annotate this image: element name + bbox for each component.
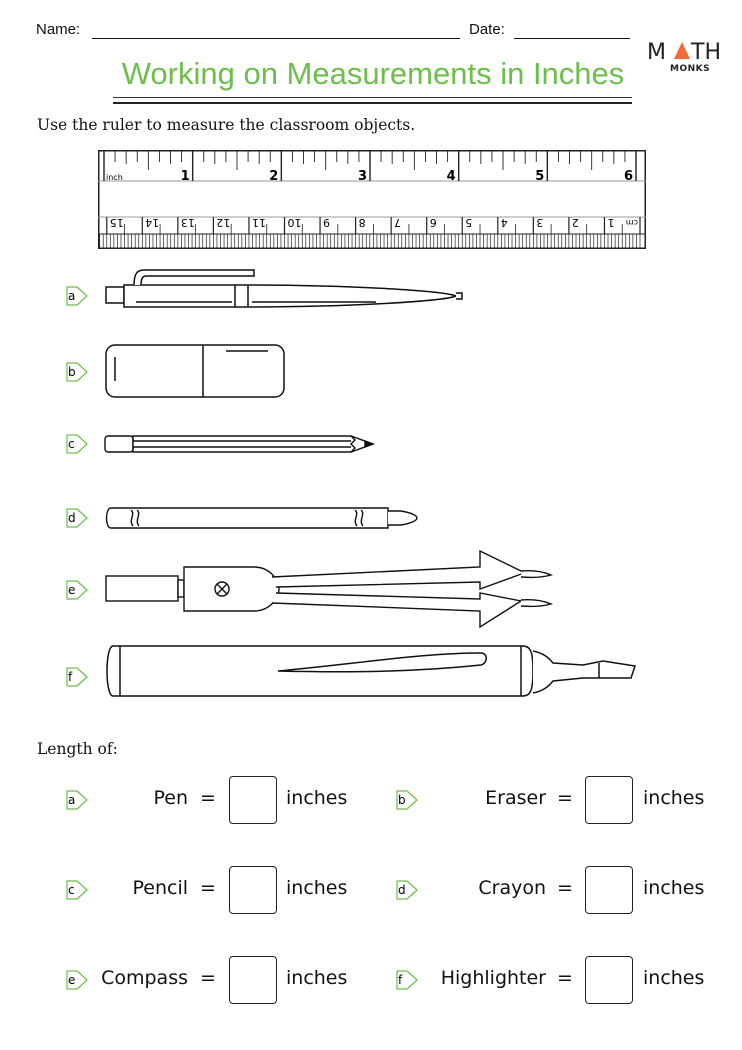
cm-number: 4: [500, 216, 508, 229]
math-monks-logo: [646, 38, 720, 79]
cm-number: 12: [216, 216, 231, 229]
cm-label: cm: [625, 218, 638, 227]
svg-text:M: M: [647, 40, 666, 65]
cm-number: 14: [145, 216, 160, 229]
inch-number: 1: [180, 169, 190, 184]
answer-marker-d: [394, 879, 420, 906]
answer-box-crayon[interactable]: [585, 866, 633, 914]
svg-text:e: e: [68, 583, 76, 597]
svg-text:MONKS: MONKS: [670, 64, 711, 74]
equals-sign: =: [200, 877, 216, 899]
name-field[interactable]: [92, 24, 460, 39]
date-field[interactable]: [514, 24, 630, 39]
highlighter-icon: [103, 643, 643, 699]
equals-sign: =: [557, 787, 573, 809]
svg-text:a: a: [68, 289, 76, 303]
svg-text:d: d: [68, 511, 76, 525]
answer-label-compass: Compass: [101, 967, 188, 989]
pen-icon: [104, 266, 469, 312]
unit-label: inches: [286, 877, 348, 899]
object-marker-c: [64, 433, 90, 460]
inch-number: 4: [446, 169, 456, 184]
svg-text:e: e: [68, 973, 76, 987]
unit-label: inches: [286, 787, 348, 809]
instruction-text: Use the ruler to measure the classroom objects.: [37, 116, 416, 134]
cm-number: 3: [536, 216, 544, 229]
cm-number: 9: [323, 216, 331, 229]
ruler: [98, 150, 646, 249]
cm-number: 13: [180, 216, 195, 229]
answer-label-crayon: Crayon: [478, 877, 546, 899]
cm-number: 10: [287, 216, 302, 229]
answer-box-compass[interactable]: [229, 956, 277, 1004]
page-title: Working on Measurements in Inches: [121, 56, 625, 91]
title-underline: [113, 97, 632, 98]
cm-number: 11: [251, 216, 266, 229]
cm-number: 7: [394, 216, 402, 229]
svg-text:b: b: [68, 365, 76, 379]
equals-sign: =: [200, 967, 216, 989]
svg-text:c: c: [68, 883, 75, 897]
inch-number: 2: [269, 169, 279, 184]
logo-icon: [646, 38, 720, 74]
answer-label-highlighter: Highlighter: [440, 967, 546, 989]
answer-label-pen: Pen: [153, 787, 188, 809]
answer-box-eraser[interactable]: [585, 776, 633, 824]
length-of-label: Length of:: [37, 740, 118, 758]
unit-label: inches: [643, 967, 705, 989]
unit-label: inches: [643, 877, 705, 899]
crayon-icon: [103, 505, 421, 531]
date-label: Date:: [469, 21, 505, 38]
answer-marker-c: [64, 879, 90, 906]
cm-number: 8: [358, 216, 366, 229]
inch-number: 3: [357, 169, 368, 184]
cm-number: 6: [429, 216, 437, 229]
equals-sign: =: [557, 877, 573, 899]
equals-sign: =: [200, 787, 216, 809]
inch-number: 6: [623, 169, 634, 184]
svg-text:c: c: [68, 437, 75, 451]
svg-text:f: f: [398, 973, 403, 987]
title-underline-thick: [113, 102, 632, 104]
cm-number: 2: [571, 216, 579, 229]
unit-label: inches: [643, 787, 705, 809]
object-marker-d: [64, 507, 90, 534]
svg-text:a: a: [68, 793, 76, 807]
answer-box-pencil[interactable]: [229, 866, 277, 914]
pencil-icon: [103, 432, 378, 456]
eraser-icon: [104, 343, 286, 399]
inch-label: inch: [106, 173, 123, 182]
svg-text:f: f: [68, 670, 73, 684]
answer-box-highlighter[interactable]: [585, 956, 633, 1004]
cm-number: 5: [465, 216, 473, 229]
equals-sign: =: [557, 967, 573, 989]
name-label: Name:: [36, 21, 81, 38]
answer-marker-b: [394, 789, 420, 816]
svg-text:d: d: [398, 883, 406, 897]
svg-text:b: b: [398, 793, 406, 807]
cm-number: 1: [607, 216, 615, 229]
object-marker-f: [64, 666, 90, 693]
object-marker-b: [64, 361, 90, 388]
answer-marker-e: [64, 969, 90, 996]
answer-marker-f: [394, 969, 420, 996]
unit-label: inches: [286, 967, 348, 989]
answer-box-pen[interactable]: [229, 776, 277, 824]
object-marker-a: [64, 285, 90, 312]
object-marker-e: [64, 579, 90, 606]
answer-label-eraser: Eraser: [485, 787, 546, 809]
answer-label-pencil: Pencil: [132, 877, 188, 899]
inch-number: 5: [535, 169, 545, 184]
cm-number: 15: [109, 216, 124, 229]
svg-text:TH: TH: [691, 40, 720, 65]
answer-marker-a: [64, 789, 90, 816]
compass-icon: [104, 549, 554, 631]
ruler-graphic: [98, 150, 646, 249]
